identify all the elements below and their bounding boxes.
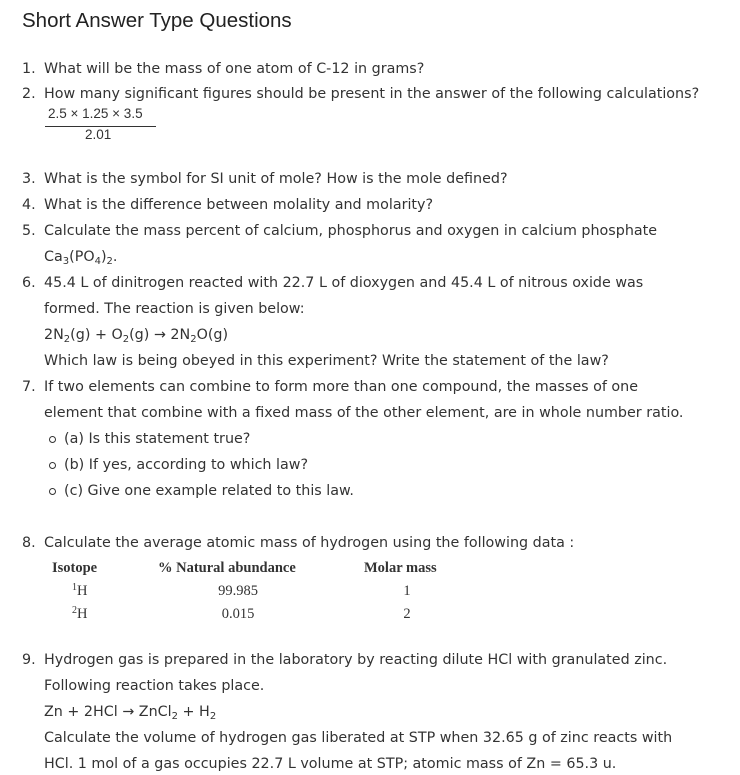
table-cell-molar-mass: 1 [403, 583, 411, 599]
q9-line-5: HCl. 1 mol of a gas occupies 22.7 L volume at STP; atomic mass of Zn = 65.3 u. [44, 756, 617, 772]
q7-number: 7. [22, 379, 36, 395]
q7-sub-a: (a) Is this statement true? [64, 431, 251, 447]
q5-number: 5. [22, 223, 36, 239]
q8-text: Calculate the average atomic mass of hydrogen using the following data : [44, 535, 575, 551]
table-header-molar-mass: Molar mass [364, 560, 437, 576]
q2-number: 2. [22, 86, 36, 102]
table-header-isotope: Isotope [52, 560, 98, 576]
q9-line-1: Hydrogen gas is prepared in the laboratory by reacting dilute HCl with granulated zinc. [44, 652, 668, 668]
q7-sub-c: (c) Give one example related to this law. [64, 483, 354, 499]
q9-line-4: Calculate the volume of hydrogen gas liberated at STP when 32.65 g of zinc reacts with [44, 730, 673, 746]
q2-fraction-numerator: 2.5 × 1.25 × 3.5 [48, 106, 143, 121]
q9-line-2: Following reaction takes place. [44, 678, 265, 694]
bullet-icon [49, 462, 56, 469]
table-cell-molar-mass: 2 [403, 606, 411, 622]
q3-number: 3. [22, 171, 36, 187]
q2-fraction-denominator: 2.01 [85, 127, 112, 142]
q7-line-1: If two elements can combine to form more than one compound, the masses of one [44, 379, 639, 395]
q6-line-2: formed. The reaction is given below: [44, 301, 305, 317]
q6-line-4: Which law is being obeyed in this experiment? Write the statement of the law? [44, 353, 609, 369]
q6-line-1: 45.4 L of dinitrogen reacted with 22.7 L of dioxygen and 45.4 L of nitrous oxide was [44, 275, 644, 291]
bullet-icon [49, 488, 56, 495]
q4-text: What is the difference between molality and molarity? [44, 197, 434, 213]
q5-text: Calculate the mass percent of calcium, phosphorus and oxygen in calcium phosphate [44, 223, 658, 239]
q1-number: 1. [22, 61, 36, 77]
q7-line-2: element that combine with a fixed mass of the other element, are in whole number ratio. [44, 405, 684, 421]
q8-number: 8. [22, 535, 36, 551]
q4-number: 4. [22, 197, 36, 213]
q7-sub-b: (b) If yes, according to which law? [64, 457, 309, 473]
table-header-abundance: % Natural abundance [158, 560, 296, 576]
q6-equation: $2N_2(g) + O_2(g) \to 2N_2O(g)$ [44, 327, 229, 345]
page-title: Short Answer Type Questions [22, 9, 292, 32]
q1-text: What will be the mass of one atom of C-12 in grams? [44, 61, 425, 77]
table-cell-abundance: 99.985 [218, 583, 258, 599]
table-cell-isotope: $^1$H [72, 582, 88, 599]
q5-formula: $Ca_3(PO_4)_2$. [44, 249, 118, 267]
q9-number: 9. [22, 652, 36, 668]
table-cell-abundance: 0.015 [221, 606, 255, 622]
q3-text: What is the symbol for SI unit of mole? How is the mole defined? [44, 171, 508, 187]
bullet-icon [49, 436, 56, 443]
table-cell-isotope: $^2$H [72, 605, 88, 622]
q9-equation: Zn + 2HCl → ZnCl$_2$ + $H_2$ [44, 704, 217, 722]
q6-number: 6. [22, 275, 36, 291]
q2-text: How many significant figures should be present in the answer of the following calculations? [44, 86, 700, 102]
